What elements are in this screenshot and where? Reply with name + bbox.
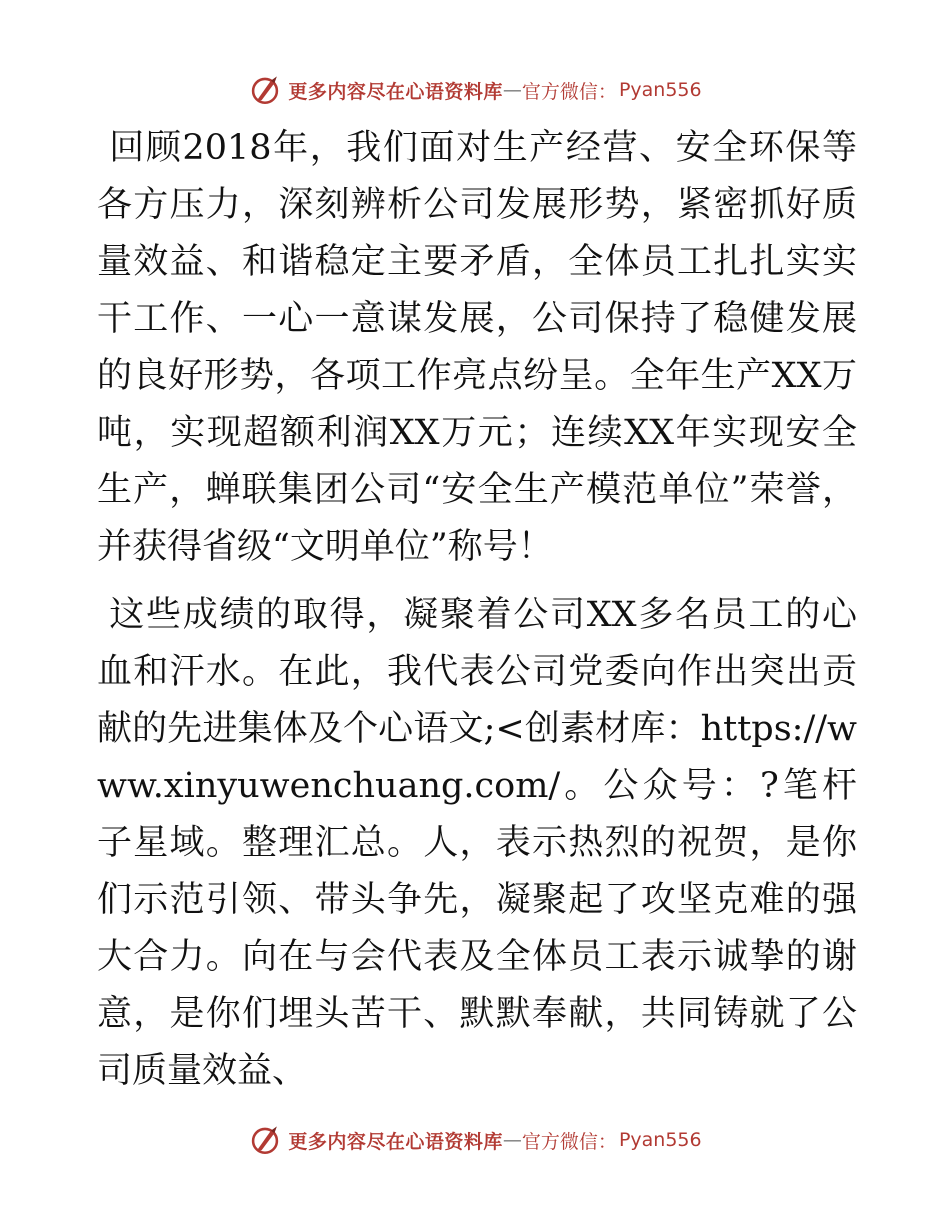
footer-watermark [0,1120,950,1160]
document-body [97,120,857,1100]
watermark-account: Pyan556 [618,1129,702,1151]
quill-logo-icon [248,1123,282,1157]
watermark-separator: — [502,79,522,101]
watermark-account: Pyan556 [618,79,702,101]
header-watermark [0,70,950,110]
paragraph-achievements: 这些成绩的取得，凝聚着公司XX多名员工的心血和汗水。在此，我代表公司党委向作出突出贡献的先进集体及个心语文;<创素材库：https://www.xinyuwenchuang.com/。公众号：?笔杆子星域。整理汇总。人，表示热烈的祝贺，是你们示范引领、带头争先，凝聚起了攻坚克难的强大合力。向在与会代表及全体员工表示诚挚的谢意，是你们埋头苦干、默默奉献，共同铸就了公司质量效益、 [97,595,857,1091]
watermark-separator: — [502,1129,522,1151]
quill-logo-icon [248,73,282,107]
watermark-title: 更多内容尽在心语资料库 [288,1130,503,1153]
paragraph-review: 回顾2018年，我们面对生产经营、安全环保等各方压力，深刻辨析公司发展形势，紧密抓好质量效益、和谐稳定主要矛盾，全体员工扎扎实实干工作、一心一意谋发展，公司保持了稳健发展的良好形势，各项工作亮点纷呈。全年生产XX万吨，实现超额利润XX万元；连续XX年实现安全生产，蝉联集团公司“安全生产模范单位”荣誉，并获得省级“文明单位”称号！ [97,128,857,567]
watermark-label: 官方微信： [521,1130,617,1153]
watermark-label: 官方微信： [521,80,617,103]
watermark-title: 更多内容尽在心语资料库 [288,80,503,103]
